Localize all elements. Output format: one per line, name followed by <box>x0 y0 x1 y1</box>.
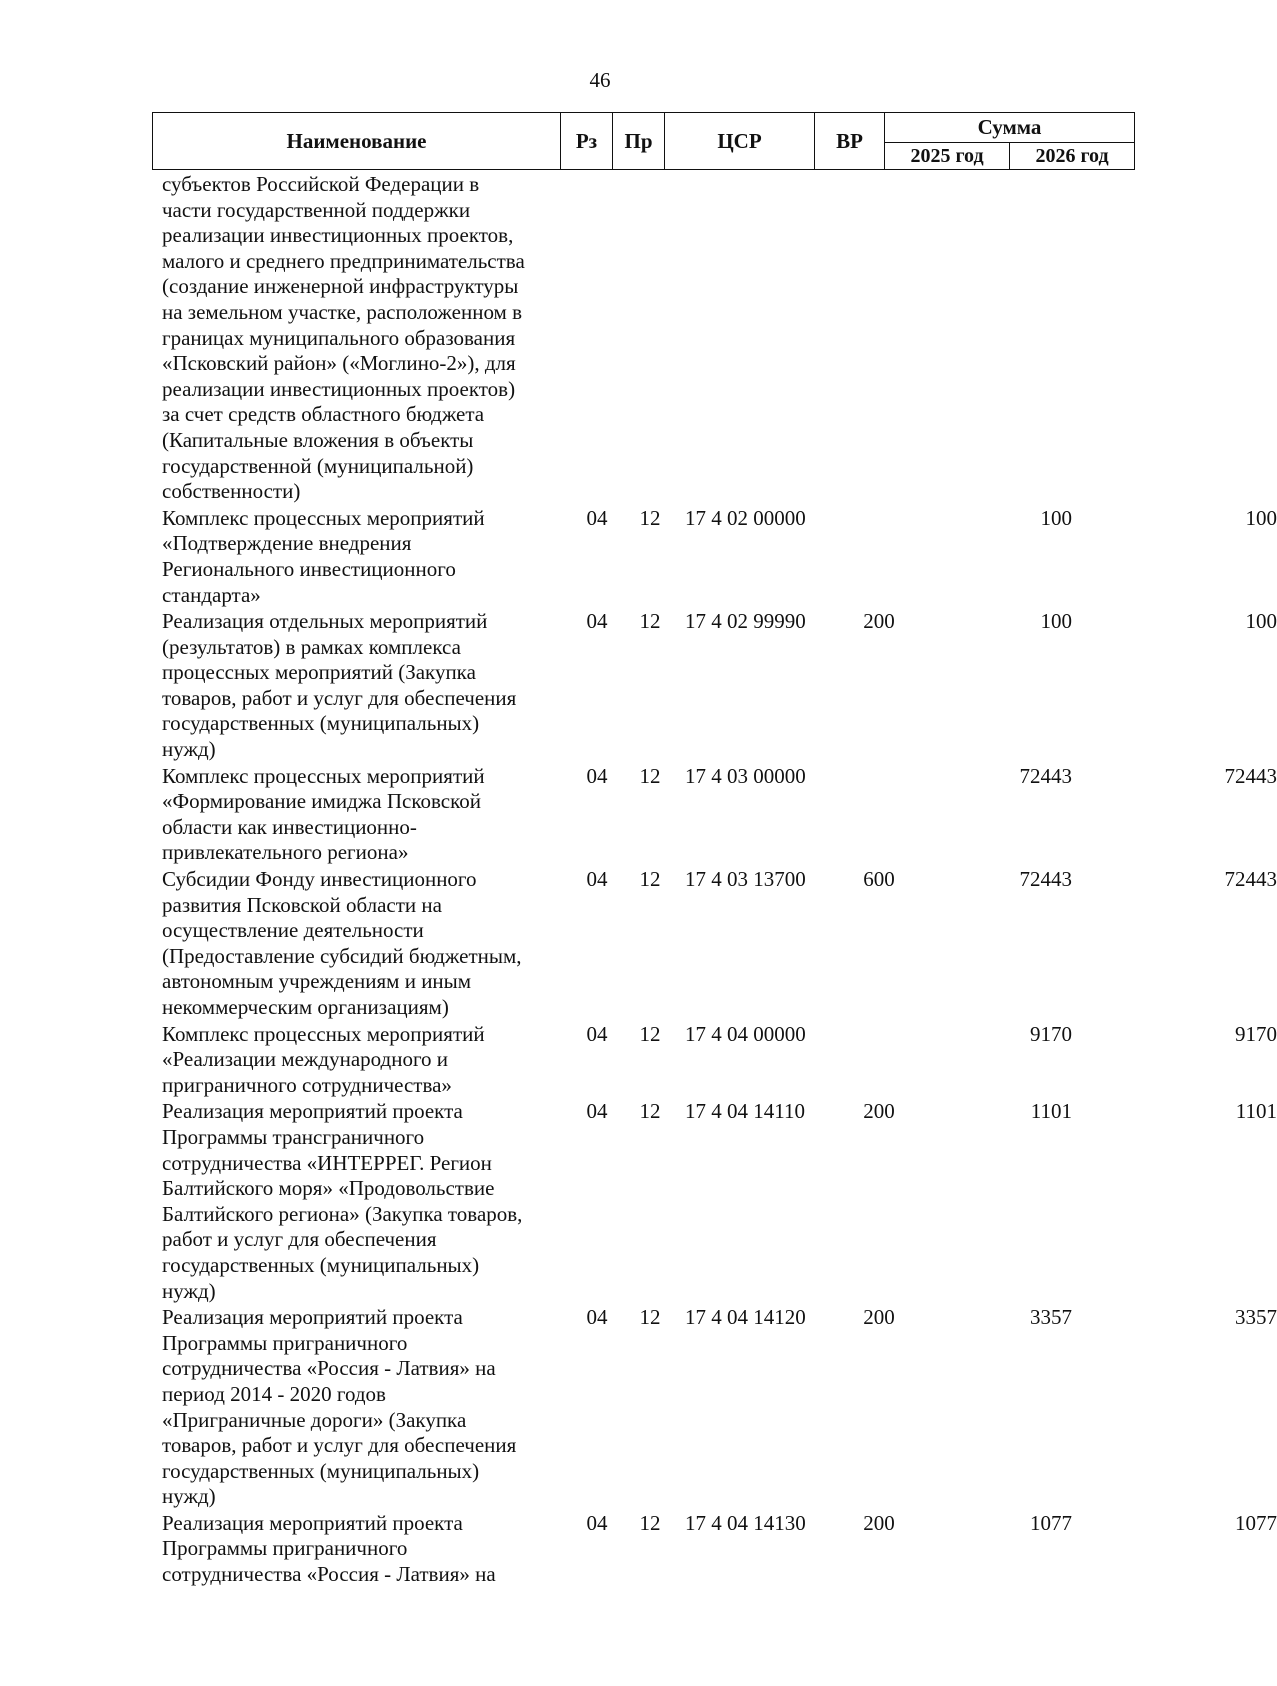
row-sum-2025: 3357 <box>1030 1305 1072 1330</box>
row-sum-2026: 100 <box>1245 505 1277 530</box>
row-rz: 04 <box>586 1021 608 1046</box>
row-sum-2026: 1101 <box>1235 1099 1277 1124</box>
row-rz: 04 <box>586 609 608 634</box>
table-row <box>162 1021 1277 1099</box>
row-sum-2025: 100 <box>1040 609 1072 634</box>
row-name: Реализация мероприятий проекта Программы приграничного сотрудничества «Россия - Латвия» на <box>162 1510 496 1587</box>
row-rz: 04 <box>586 505 608 530</box>
row-csr: 17 4 04 14120 <box>685 1305 806 1330</box>
row-pr: 12 <box>639 1021 661 1046</box>
row-pr: 12 <box>639 1099 661 1124</box>
row-name: Комплекс процессных мероприятий «Реализации международного и приграничного сотрудничества» <box>162 1021 485 1097</box>
table-row <box>162 505 1277 608</box>
row-sum-2025: 9170 <box>1030 1021 1072 1046</box>
row-pr: 12 <box>639 867 661 892</box>
row-vr: 200 <box>863 1510 895 1535</box>
row-sum-2026: 72443 <box>1224 867 1277 892</box>
row-vr: 200 <box>863 1099 895 1124</box>
table-row <box>162 763 1277 866</box>
header-year-2026: 2026 год <box>1010 142 1135 169</box>
row-csr: 17 4 04 00000 <box>685 1021 806 1046</box>
table-body <box>162 172 1277 1589</box>
row-pr: 12 <box>639 505 661 530</box>
row-pr: 12 <box>639 1305 661 1330</box>
row-name: Комплекс процессных мероприятий «Формирование имиджа Псковской области как инвестиционно- привлекательного региона» <box>162 763 485 865</box>
row-csr: 17 4 03 00000 <box>685 763 806 788</box>
table-row <box>162 1099 1277 1304</box>
table-row <box>162 172 1134 505</box>
row-pr: 12 <box>639 609 661 634</box>
row-sum-2026: 100 <box>1245 609 1277 634</box>
row-pr: 12 <box>639 763 661 788</box>
row-name: Реализация мероприятий проекта Программы трансграничного сотрудничества «ИНТЕРРЕГ. Регион Балтийского моря» «Продовольствие Балтийского региона» (Закупка товаров, работ и услуг для обеспечения государственных (муниципальных) нужд) <box>162 1099 523 1303</box>
row-name: субъектов Российской Федерации в части государственной поддержки реализации инвестиционных проектов, малого и среднего предпринимательства (создание инженерной инфраструктуры на земельном участке, расположенном в границах муниципального образования «Псковский район» («Моглино-2»), для реализации инвестиционных проектов) за счет средств областного бюджета (Капитальные вложения в объекты государственной (муниципальной) собственности) <box>162 172 525 504</box>
row-rz: 04 <box>586 867 608 892</box>
header-sum: Сумма <box>885 113 1135 143</box>
row-sum-2026: 1077 <box>1235 1510 1277 1535</box>
row-name: Комплекс процессных мероприятий «Подтверждение внедрения Регионального инвестиционного стандарта» <box>162 505 485 607</box>
header-vr: ВР <box>815 113 885 170</box>
row-sum-2025: 100 <box>1040 505 1072 530</box>
row-csr: 17 4 04 14130 <box>685 1510 806 1535</box>
row-sum-2026: 72443 <box>1224 763 1277 788</box>
row-pr: 12 <box>639 1510 661 1535</box>
row-vr: 200 <box>863 609 895 634</box>
header-rz: Рз <box>561 113 613 170</box>
row-vr: 200 <box>863 1305 895 1330</box>
row-sum-2025: 1077 <box>1030 1510 1072 1535</box>
header-name: Наименование <box>153 113 561 170</box>
row-sum-2026: 3357 <box>1235 1305 1277 1330</box>
row-rz: 04 <box>586 1305 608 1330</box>
row-name: Субсидии Фонду инвестиционного развития Псковской области на осуществление деятельности (Предоставление субсидий бюджетным, автономным учреждениям и иным некоммерческим организациям) <box>162 867 522 1019</box>
table-row <box>162 1510 1277 1588</box>
row-sum-2025: 1101 <box>1030 1099 1072 1124</box>
table-row <box>162 867 1277 1021</box>
header-pr: Пр <box>613 113 665 170</box>
page-number: 46 <box>589 68 611 92</box>
row-name: Реализация мероприятий проекта Программы приграничного сотрудничества «Россия - Латвия» на период 2014 - 2020 годов «Приграничные дороги» (Закупка товаров, работ и услуг для обеспечения государственных (муниципальных) нужд) <box>162 1305 517 1509</box>
row-rz: 04 <box>586 1099 608 1124</box>
row-vr: 600 <box>863 867 895 892</box>
table-row <box>162 609 1277 763</box>
row-name: Реализация отдельных мероприятий (результатов) в рамках комплекса процессных мероприятий (Закупка товаров, работ и услуг для обеспечения государственных (муниципальных) нужд) <box>162 609 517 762</box>
row-sum-2026: 9170 <box>1235 1021 1277 1046</box>
row-rz: 04 <box>586 763 608 788</box>
table-header <box>152 112 1135 170</box>
row-rz: 04 <box>586 1510 608 1535</box>
table-row <box>162 1305 1277 1510</box>
row-csr: 17 4 02 99990 <box>685 609 806 634</box>
header-year-2025: 2025 год <box>885 142 1010 169</box>
row-sum-2025: 72443 <box>1019 867 1072 892</box>
row-csr: 17 4 04 14110 <box>685 1099 805 1124</box>
row-csr: 17 4 03 13700 <box>685 867 806 892</box>
header-csr: ЦСР <box>665 113 815 170</box>
row-csr: 17 4 02 00000 <box>685 505 806 530</box>
row-sum-2025: 72443 <box>1019 763 1072 788</box>
